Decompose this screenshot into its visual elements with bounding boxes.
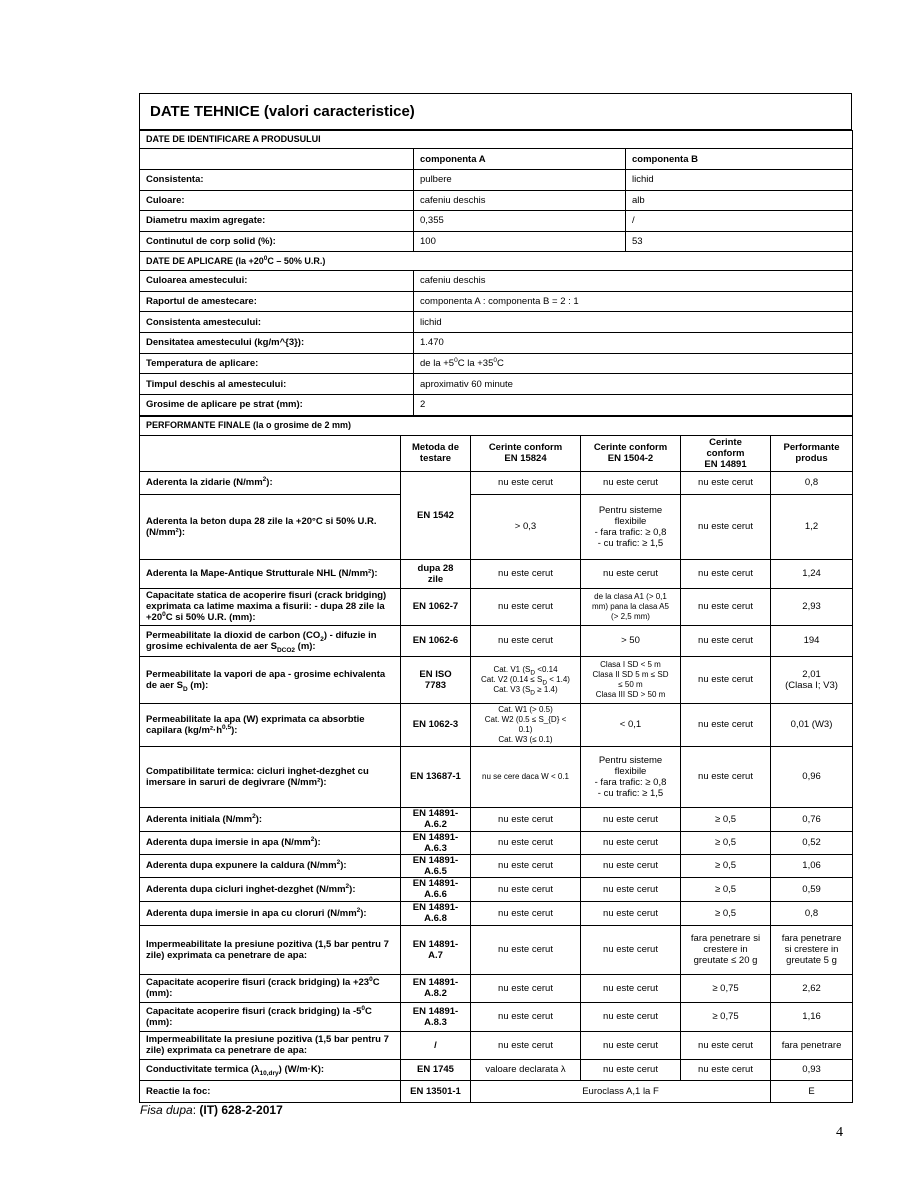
column-component-a: componenta A bbox=[414, 149, 626, 170]
performance-row bbox=[140, 974, 853, 1002]
page-title: DATE TEHNICE (valori caracteristice) bbox=[140, 94, 851, 130]
property-label: Timpul deschis al amestecului: bbox=[140, 374, 414, 395]
requirement-en14891: nu este cerut bbox=[681, 494, 771, 559]
component-b-value: 53 bbox=[626, 231, 853, 252]
requirement-en15824: nu este cerut bbox=[471, 877, 581, 901]
property-label: Permeabilitate la vapori de apa - grosime echivalenta de aer $S_D$ (m): bbox=[140, 656, 401, 703]
requirement-en1504-2: de la clasa A1 (> 0,1 mm) pana la clasa A5 (> 2,5 mm) bbox=[581, 588, 681, 625]
requirement-en15824: > 0,3 bbox=[471, 494, 581, 559]
column-header-property bbox=[140, 435, 401, 471]
requirement-en15824: nu este cerut bbox=[471, 854, 581, 877]
test-method: EN 1062-7 bbox=[401, 588, 471, 625]
property-value: lichid bbox=[414, 312, 853, 333]
property-label: Aderenta dupa cicluri inghet-dezghet $(N/mm^2)$: bbox=[140, 877, 401, 901]
property-value: 1.470 bbox=[414, 333, 853, 354]
performance-row bbox=[140, 625, 853, 656]
product-performance: 0,01 (W3) bbox=[771, 703, 853, 746]
requirement-en1504-2: nu este cerut bbox=[581, 559, 681, 588]
column-header-en1504: Cerinte conform EN 1504-2 bbox=[581, 435, 681, 471]
requirement-en1504-2: nu este cerut bbox=[581, 807, 681, 831]
requirement-en14891: ≥ 0,75 bbox=[681, 974, 771, 1002]
application-row bbox=[140, 333, 853, 354]
test-method: EN 13687-1 bbox=[401, 746, 471, 807]
requirement-en14891: nu este cerut bbox=[681, 625, 771, 656]
section-identification: DATE DE IDENTIFICARE A PRODUSULUI bbox=[140, 131, 853, 149]
product-performance: 2,01 (Clasa I; V3) bbox=[771, 656, 853, 703]
section-performance: PERFORMANTE FINALE (la o grosime de 2 mm) bbox=[140, 416, 853, 435]
identification-application-table bbox=[139, 130, 853, 416]
test-method: EN 1062-3 bbox=[401, 703, 471, 746]
property-label: Capacitate statica de acoperire fisuri (crack bridging) exprimata ca latime maxima a fisurii: - dupa 28 zile la $+20^0C$ si 50% U.R. (mm): bbox=[140, 588, 401, 625]
performance-row bbox=[140, 1059, 853, 1080]
source-note: Fisa dupa: (IT) 628-2-2017 bbox=[140, 1103, 283, 1117]
property-label: Compatibilitate termica: cicluri inghet-dezghet cu imersare in saruri de degivrare (N/mm²): bbox=[140, 746, 401, 807]
property-label: Culoarea amestecului: bbox=[140, 271, 414, 292]
application-row bbox=[140, 395, 853, 416]
section-header-row bbox=[140, 416, 853, 435]
column-header-en14891: Cerinte conform EN 14891 bbox=[681, 435, 771, 471]
application-row bbox=[140, 353, 853, 374]
property-label: Grosime de aplicare pe strat (mm): bbox=[140, 395, 414, 416]
requirement-en14891: nu este cerut bbox=[681, 588, 771, 625]
requirement-en15824: nu este cerut bbox=[471, 925, 581, 974]
requirement-en1504-2: nu este cerut bbox=[581, 471, 681, 494]
section-header-row bbox=[140, 252, 853, 271]
requirement-en1504-2: nu este cerut bbox=[581, 925, 681, 974]
requirement-en14891: ≥ 0,5 bbox=[681, 877, 771, 901]
property-value: 2 bbox=[414, 395, 853, 416]
performance-header-row bbox=[140, 435, 853, 471]
product-performance: 2,93 bbox=[771, 588, 853, 625]
product-performance: fara penetrare bbox=[771, 1031, 853, 1059]
component-a-value: cafeniu deschis bbox=[414, 190, 626, 211]
property-label: Temperatura de aplicare: bbox=[140, 353, 414, 374]
requirement-en1504-2: > 50 bbox=[581, 625, 681, 656]
property-value: de la $+5^0C$ la $+35^0C$ bbox=[414, 353, 853, 374]
application-row bbox=[140, 374, 853, 395]
property-label: Consistenta: bbox=[140, 170, 414, 191]
requirement-en15824: nu este cerut bbox=[471, 588, 581, 625]
identification-row bbox=[140, 190, 853, 211]
requirement-en1504-2: nu este cerut bbox=[581, 877, 681, 901]
requirement-en1504-2: nu este cerut bbox=[581, 901, 681, 925]
requirement-en1504-2: nu este cerut bbox=[581, 831, 681, 854]
requirement-en15824: nu se cere daca W < 0.1 bbox=[471, 746, 581, 807]
property-label: Diametru maxim agregate: bbox=[140, 211, 414, 232]
source-reference: (IT) 628-2-2017 bbox=[199, 1103, 283, 1117]
requirement-en15824: Cat. W1 (> 0.5) Cat. W2 (0.5 ≤ S_{D} < 0.1) Cat. W3 (≤ 0.1) bbox=[471, 703, 581, 746]
requirement-en14891: nu este cerut bbox=[681, 1059, 771, 1080]
requirement-en14891: nu este cerut bbox=[681, 746, 771, 807]
property-value: cafeniu deschis bbox=[414, 271, 853, 292]
performance-row bbox=[140, 807, 853, 831]
test-method: EN 14891- A.6.5 bbox=[401, 854, 471, 877]
product-performance: 194 bbox=[771, 625, 853, 656]
performance-row bbox=[140, 925, 853, 974]
property-label: Aderenta la beton dupa 28 zile la +20°C si 50% U.R.(N/mm²): bbox=[140, 494, 401, 559]
property-label: Aderenta dupa imersie in apa cu cloruri $(N/mm^2)$: bbox=[140, 901, 401, 925]
identification-row bbox=[140, 211, 853, 232]
property-value: aproximativ 60 minute bbox=[414, 374, 853, 395]
property-label: Culoare: bbox=[140, 190, 414, 211]
requirement-en14891: ≥ 0,5 bbox=[681, 901, 771, 925]
component-b-value: lichid bbox=[626, 170, 853, 191]
property-value: componenta A : componenta B = 2 : 1 bbox=[414, 291, 853, 312]
performance-row bbox=[140, 559, 853, 588]
section-application: DATE DE APLICARE ($la +20^0C - 50\%$ U.R.) bbox=[140, 252, 853, 271]
requirement-en1504-2: nu este cerut bbox=[581, 1031, 681, 1059]
component-header-row bbox=[140, 149, 853, 170]
performance-row bbox=[140, 1002, 853, 1031]
source-prefix: Fisa dupa bbox=[140, 1103, 193, 1117]
product-performance: E bbox=[771, 1080, 853, 1102]
component-a-value: 0,355 bbox=[414, 211, 626, 232]
performance-table bbox=[139, 416, 853, 1103]
performance-row bbox=[140, 901, 853, 925]
test-method: dupa 28 zile bbox=[401, 559, 471, 588]
column-header-performance: Performante produs bbox=[771, 435, 853, 471]
property-label: Permeabilitate la apa (W) exprimata ca absorbtie capilara $(kg/m^2\cdot h^{0,5})$: bbox=[140, 703, 401, 746]
performance-row bbox=[140, 656, 853, 703]
product-performance: 0,96 bbox=[771, 746, 853, 807]
page-number: 4 bbox=[836, 1125, 843, 1140]
performance-row bbox=[140, 1031, 853, 1059]
test-method: EN 14891- A.8.2 bbox=[401, 974, 471, 1002]
component-a-value: 100 bbox=[414, 231, 626, 252]
requirement-en15824: nu este cerut bbox=[471, 901, 581, 925]
property-label: Aderenta dupa expunere la caldura $(N/mm^2)$: bbox=[140, 854, 401, 877]
test-method: EN 1542 bbox=[401, 471, 471, 559]
application-row bbox=[140, 312, 853, 333]
property-label: Densitatea amestecului (kg/m^{3}): bbox=[140, 333, 414, 354]
property-label: Continutul de corp solid (%): bbox=[140, 231, 414, 252]
column-component-b: componenta B bbox=[626, 149, 853, 170]
property-label: Aderenta initiala $(N/mm^2)$: bbox=[140, 807, 401, 831]
test-method: EN 14891- A.6.8 bbox=[401, 901, 471, 925]
requirement-en14891: ≥ 0,5 bbox=[681, 831, 771, 854]
test-method: EN 14891- A.6.3 bbox=[401, 831, 471, 854]
performance-row bbox=[140, 746, 853, 807]
product-performance: 1,06 bbox=[771, 854, 853, 877]
column-header-method: Metoda de testare bbox=[401, 435, 471, 471]
technical-data-sheet bbox=[139, 93, 852, 1103]
product-performance: 0,8 bbox=[771, 901, 853, 925]
requirement-en14891: ≥ 0,75 bbox=[681, 1002, 771, 1031]
requirement-en1504-2: Pentru sisteme flexibile - fara trafic: ≥ 0,8 - cu trafic: ≥ 1,5 bbox=[581, 746, 681, 807]
requirement-en14891: nu este cerut bbox=[681, 471, 771, 494]
test-method: EN 14891- A.8.3 bbox=[401, 1002, 471, 1031]
requirement-en15824: nu este cerut bbox=[471, 1002, 581, 1031]
requirement-en1504-2: nu este cerut bbox=[581, 1059, 681, 1080]
requirement-en1504-2: Clasa I SD < 5 m Clasa II SD 5 m ≤ SD ≤ 50 m Clasa III SD > 50 m bbox=[581, 656, 681, 703]
requirement-en14891: fara penetrare si crestere in greutate ≤ 20 g bbox=[681, 925, 771, 974]
empty-cell bbox=[140, 149, 414, 170]
test-method: EN ISO 7783 bbox=[401, 656, 471, 703]
property-label: Consistenta amestecului: bbox=[140, 312, 414, 333]
column-header-en15824: Cerinte conform EN 15824 bbox=[471, 435, 581, 471]
product-performance: 1,24 bbox=[771, 559, 853, 588]
property-label: Raportul de amestecare: bbox=[140, 291, 414, 312]
section-header-row bbox=[140, 131, 853, 149]
requirement-en1504-2: Pentru sisteme flexibile - fara trafic: ≥ 0,8 - cu trafic: ≥ 1,5 bbox=[581, 494, 681, 559]
performance-row bbox=[140, 877, 853, 901]
component-b-value: alb bbox=[626, 190, 853, 211]
requirement-en1504-2: nu este cerut bbox=[581, 1002, 681, 1031]
property-label: Impermeabilitate la presiune pozitiva (1,5 bar pentru 7 zile) exprimata ca penetrare de apa: bbox=[140, 925, 401, 974]
property-label: Permeabilitate la dioxid de carbon $(CO_2)$ - difuzie in grosime echivalenta de aer $S_{DCO2}$ (m): bbox=[140, 625, 401, 656]
requirement-en15824: nu este cerut bbox=[471, 625, 581, 656]
requirement-en14891: nu este cerut bbox=[681, 1031, 771, 1059]
requirement-en14891: nu este cerut bbox=[681, 559, 771, 588]
performance-row bbox=[140, 471, 853, 494]
performance-row bbox=[140, 588, 853, 625]
property-label: Capacitate acoperire fisuri (crack bridging) la $-5^0C$ (mm): bbox=[140, 1002, 401, 1031]
performance-row bbox=[140, 494, 853, 559]
identification-row bbox=[140, 170, 853, 191]
requirement-en1504-2: nu este cerut bbox=[581, 854, 681, 877]
performance-row bbox=[140, 703, 853, 746]
test-method: EN 14891- A.7 bbox=[401, 925, 471, 974]
requirement-en14891: ≥ 0,5 bbox=[681, 807, 771, 831]
property-label: Aderenta la zidarie $(N/mm^2)$: bbox=[140, 471, 401, 494]
property-label: Capacitate acoperire fisuri (crack bridging) la $+23^0C$ (mm): bbox=[140, 974, 401, 1002]
product-performance: 0,76 bbox=[771, 807, 853, 831]
requirement-en15824: valoare declarata λ bbox=[471, 1059, 581, 1080]
property-label: Reactie la foc: bbox=[140, 1080, 401, 1102]
performance-row bbox=[140, 1080, 853, 1102]
application-row bbox=[140, 271, 853, 292]
test-method: EN 14891- A.6.6 bbox=[401, 877, 471, 901]
requirement-en15824: nu este cerut bbox=[471, 559, 581, 588]
property-label: Impermeabilitate la presiune pozitiva (1,5 bar pentru 7 zile) exprimata ca penetrare de apa: bbox=[140, 1031, 401, 1059]
requirement-en14891: nu este cerut bbox=[681, 703, 771, 746]
identification-row bbox=[140, 231, 853, 252]
requirement-en14891: nu este cerut bbox=[681, 656, 771, 703]
product-performance: 1,16 bbox=[771, 1002, 853, 1031]
test-method: / bbox=[401, 1031, 471, 1059]
product-performance: 1,2 bbox=[771, 494, 853, 559]
test-method: EN 1745 bbox=[401, 1059, 471, 1080]
property-label: Conductivitate termica $(\lambda_{10,dry})$ (W/m·K): bbox=[140, 1059, 401, 1080]
requirement-en14891: ≥ 0,5 bbox=[681, 854, 771, 877]
product-performance: 0,52 bbox=[771, 831, 853, 854]
test-method: EN 13501-1 bbox=[401, 1080, 471, 1102]
product-performance: 0,93 bbox=[771, 1059, 853, 1080]
test-method: EN 1062-6 bbox=[401, 625, 471, 656]
product-performance: 0,8 bbox=[771, 471, 853, 494]
component-b-value: / bbox=[626, 211, 853, 232]
requirement-en15824: nu este cerut bbox=[471, 974, 581, 1002]
property-label: Aderenta dupa imersie in apa $(N/mm^2)$: bbox=[140, 831, 401, 854]
test-method: EN 14891- A.6.2 bbox=[401, 807, 471, 831]
product-performance: fara penetrare si crestere in greutate 5 g bbox=[771, 925, 853, 974]
fire-classification: Euroclass A,1 la F bbox=[471, 1080, 771, 1102]
product-performance: 0,59 bbox=[771, 877, 853, 901]
component-a-value: pulbere bbox=[414, 170, 626, 191]
requirement-en15824: nu este cerut bbox=[471, 831, 581, 854]
requirement-en15824: nu este cerut bbox=[471, 807, 581, 831]
property-label: Aderenta la Mape-Antique Strutturale NHL (N/mm²): bbox=[140, 559, 401, 588]
requirement-en15824: nu este cerut bbox=[471, 1031, 581, 1059]
product-performance: 2,62 bbox=[771, 974, 853, 1002]
requirement-en1504-2: < 0,1 bbox=[581, 703, 681, 746]
performance-row bbox=[140, 854, 853, 877]
requirement-en15824: Cat. V1 ($S_D <0.14$ Cat. V2 $(0.14 \le S_D < 1.4)$ Cat. V3 $(S_D \ge 1.4)$ bbox=[471, 656, 581, 703]
performance-row bbox=[140, 831, 853, 854]
requirement-en1504-2: nu este cerut bbox=[581, 974, 681, 1002]
title-block bbox=[139, 93, 852, 130]
application-row bbox=[140, 291, 853, 312]
requirement-en15824: nu este cerut bbox=[471, 471, 581, 494]
